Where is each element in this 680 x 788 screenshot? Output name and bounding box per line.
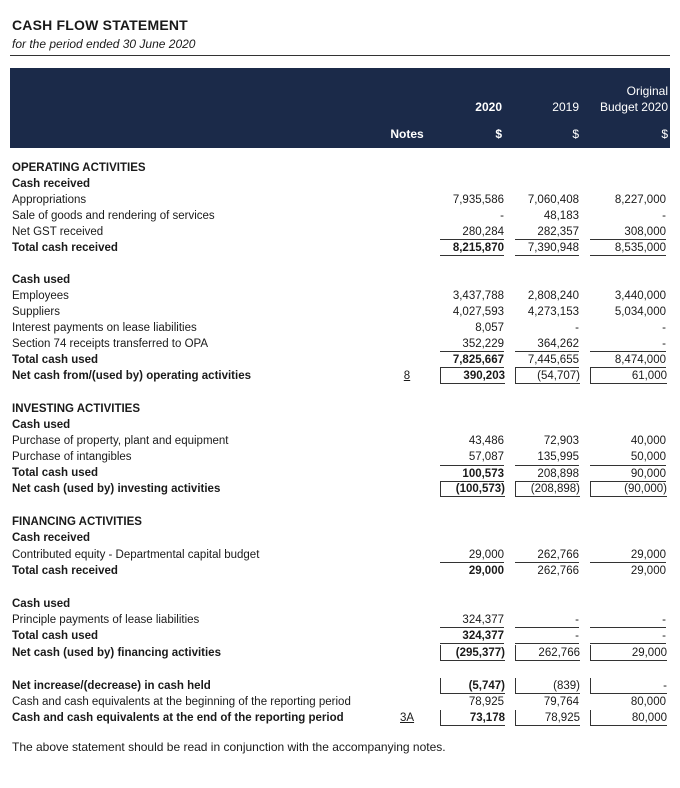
statement-row: [0, 465, 680, 481]
statement-row: [0, 368, 680, 384]
value-2019: 262,766: [537, 565, 579, 577]
title-rule: [10, 55, 670, 56]
value-2019: 135,995: [537, 451, 579, 463]
value-original-budget: -: [590, 612, 666, 628]
value-original-budget: (90,000): [590, 481, 667, 497]
row-label: Net cash (used by) investing activities: [12, 483, 221, 495]
row-label: Purchase of property, plant and equipment: [12, 435, 229, 447]
row-label: Total cash used: [12, 630, 99, 642]
row-label: Sale of goods and rendering of services: [12, 210, 215, 222]
value-2019: 262,766: [515, 547, 579, 563]
statement-row: [0, 596, 680, 612]
value-2020: 390,203: [440, 368, 505, 384]
value-original-budget: 90,000: [590, 465, 666, 482]
value-2020: (100,573): [440, 481, 505, 497]
year-2020-header: 2020: [475, 100, 502, 114]
statement-row: [0, 547, 680, 563]
row-label: OPERATING ACTIVITIES: [12, 162, 146, 174]
row-label: Appropriations: [12, 194, 87, 206]
value-original-budget: -: [662, 210, 666, 222]
value-original-budget: 5,034,000: [614, 306, 666, 318]
statement-row: [0, 401, 680, 417]
year-2019-header: 2019: [552, 100, 579, 114]
value-2019: (54,707): [515, 368, 580, 384]
value-original-budget: -: [590, 678, 667, 694]
value-2020: 280,284: [440, 224, 504, 240]
value-original-budget: 40,000: [630, 435, 666, 447]
row-label: Cash received: [12, 532, 90, 544]
value-original-budget: 29,000: [630, 565, 666, 577]
value-2019: 282,357: [515, 224, 579, 240]
row-label: Net increase/(decrease) in cash held: [12, 680, 211, 692]
row-label: Cash used: [12, 598, 71, 610]
row-label: Total cash received: [12, 242, 118, 254]
note-reference-link[interactable]: 8: [403, 370, 411, 382]
value-2020: 8,057: [475, 322, 504, 334]
statement-row: [0, 612, 680, 628]
value-2020: -: [500, 210, 504, 222]
value-2019: 78,925: [515, 710, 580, 726]
value-original-budget: -: [662, 322, 666, 334]
row-label: Net GST received: [12, 226, 104, 238]
statement-subtitle: for the period ended 30 June 2020: [12, 37, 196, 51]
row-label: Cash and cash equivalents at the end of the reporting period: [12, 712, 344, 724]
value-2019: 4,273,153: [527, 306, 579, 318]
row-label: Principle payments of lease liabilities: [12, 614, 200, 626]
value-original-budget: 80,000: [630, 696, 666, 708]
statement-row: [0, 176, 680, 192]
value-original-budget: 3,440,000: [614, 290, 666, 302]
statement-row: [0, 678, 680, 694]
value-2019: 79,764: [543, 696, 579, 708]
statement-row: [0, 352, 680, 368]
value-2020: 78,925: [468, 696, 504, 708]
value-2020: (295,377): [440, 645, 505, 661]
value-2019: 7,390,948: [515, 240, 579, 256]
statement-row: [0, 288, 680, 304]
value-2020: 352,229: [440, 336, 504, 352]
value-2020: 4,027,593: [452, 306, 504, 318]
row-label: Total cash used: [12, 467, 99, 479]
currency-2020: $: [495, 127, 502, 141]
statement-row: [0, 481, 680, 497]
value-2020: (5,747): [440, 678, 505, 694]
value-2020: 8,215,870: [440, 240, 504, 256]
value-2019: 7,060,408: [527, 194, 579, 206]
original-budget-header-line1: Original: [626, 84, 668, 98]
value-original-budget: 8,535,000: [590, 240, 666, 256]
original-budget-header-line2: Budget 2020: [599, 100, 668, 114]
statement-row: [0, 563, 680, 579]
statement-row: [0, 208, 680, 224]
value-2019: (839): [515, 678, 580, 694]
statement-title: CASH FLOW STATEMENT: [12, 17, 188, 33]
statement-row: [0, 530, 680, 546]
value-original-budget: 8,227,000: [614, 194, 666, 206]
statement-row: [0, 336, 680, 352]
value-2019: 364,262: [515, 336, 579, 352]
value-original-budget: 29,000: [590, 547, 666, 563]
row-label: Net cash (used by) financing activities: [12, 647, 221, 659]
statement-row: [0, 224, 680, 240]
value-2019: -: [515, 628, 579, 644]
value-original-budget: 80,000: [590, 710, 667, 726]
value-2020: 100,573: [440, 465, 504, 482]
statement-row: [0, 320, 680, 336]
statement-row: [0, 160, 680, 176]
value-2020: 7,825,667: [440, 352, 504, 368]
value-2020: 324,377: [440, 628, 504, 644]
value-2020: 3,437,788: [452, 290, 504, 302]
value-2019: 48,183: [543, 210, 579, 222]
row-label: Purchase of intangibles: [12, 451, 132, 463]
row-label: Total cash used: [12, 354, 99, 366]
row-label: Contributed equity - Departmental capital budget: [12, 549, 260, 561]
notes-column-header: Notes: [390, 127, 424, 141]
row-label: Interest payments on lease liabilities: [12, 322, 197, 334]
row-label: Cash and cash equivalents at the beginning of the reporting period: [12, 696, 351, 708]
statement-row: [0, 240, 680, 256]
value-2019: 7,445,655: [515, 352, 579, 368]
currency-budget: $: [661, 127, 668, 141]
statement-row: [0, 645, 680, 661]
statement-row: [0, 710, 680, 726]
row-label: Employees: [12, 290, 69, 302]
value-2019: 72,903: [543, 435, 579, 447]
statement-row: [0, 192, 680, 208]
currency-2019: $: [572, 127, 579, 141]
statement-row: [0, 304, 680, 320]
row-label: Cash used: [12, 419, 71, 431]
statement-row: [0, 433, 680, 449]
note-reference-link[interactable]: 3A: [400, 712, 415, 724]
statement-row: [0, 417, 680, 433]
value-original-budget: 50,000: [630, 451, 666, 463]
value-2020: 29,000: [440, 547, 504, 563]
value-original-budget: 8,474,000: [590, 352, 666, 368]
row-label: INVESTING ACTIVITIES: [12, 403, 141, 415]
statement-row: [0, 449, 680, 465]
value-2019: -: [575, 322, 579, 334]
row-label: Total cash received: [12, 565, 118, 577]
row-label: Cash used: [12, 274, 71, 286]
statement-row: [0, 272, 680, 288]
value-2019: -: [515, 612, 579, 628]
value-original-budget: -: [590, 336, 666, 352]
row-label: Suppliers: [12, 306, 60, 318]
footer-note: The above statement should be read in conjunction with the accompanying notes.: [12, 740, 446, 754]
value-2020: 324,377: [440, 612, 504, 628]
value-original-budget: 308,000: [590, 224, 666, 240]
value-original-budget: 29,000: [590, 645, 667, 661]
statement-row: [0, 514, 680, 530]
statement-row: [0, 694, 680, 710]
row-label: Section 74 receipts transferred to OPA: [12, 338, 209, 350]
value-original-budget: 61,000: [590, 368, 667, 384]
value-2020: 73,178: [440, 710, 505, 726]
value-2020: 7,935,586: [452, 194, 504, 206]
value-2020: 57,087: [468, 451, 504, 463]
value-2020: 43,486: [468, 435, 504, 447]
value-2019: 2,808,240: [527, 290, 579, 302]
statement-row: [0, 628, 680, 644]
row-label: FINANCING ACTIVITIES: [12, 516, 142, 528]
row-label: Net cash from/(used by) operating activities: [12, 370, 252, 382]
value-2019: 262,766: [515, 645, 580, 661]
value-2019: (208,898): [515, 481, 580, 497]
value-2020: 29,000: [468, 565, 504, 577]
value-2019: 208,898: [515, 465, 579, 482]
value-original-budget: -: [590, 628, 666, 644]
row-label: Cash received: [12, 178, 90, 190]
